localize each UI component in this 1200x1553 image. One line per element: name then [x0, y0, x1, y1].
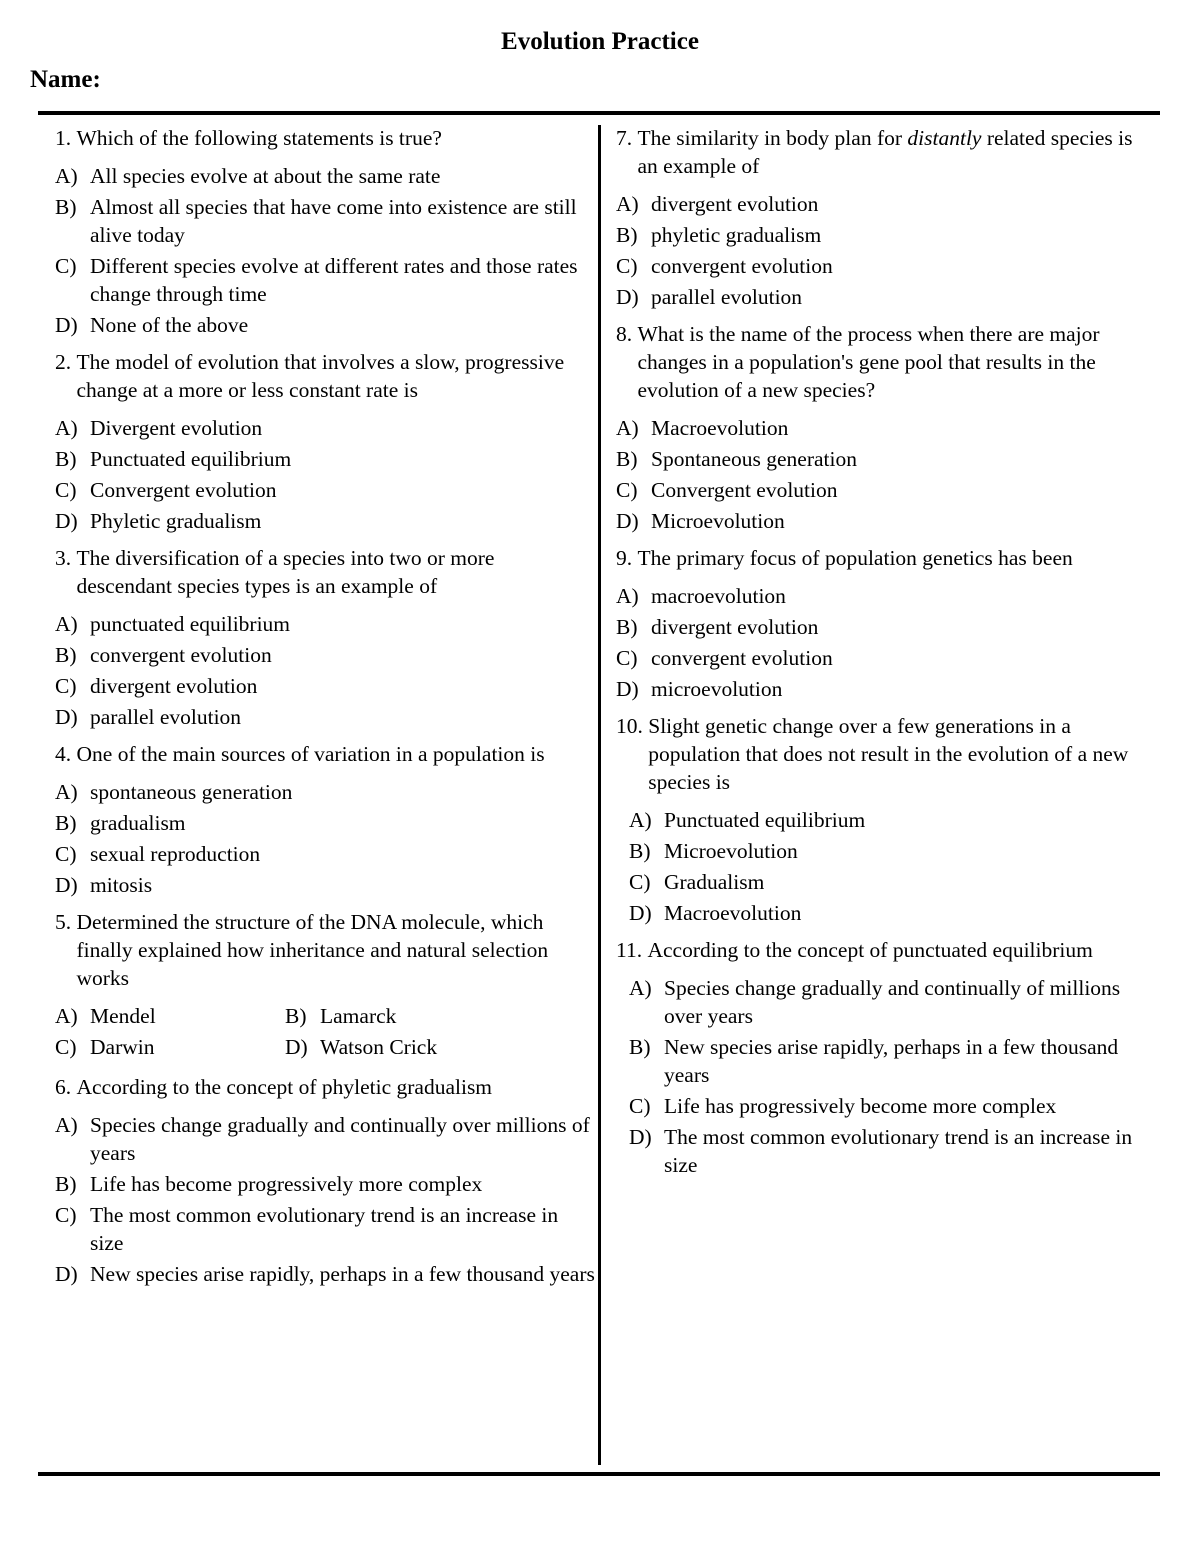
choice-letter: D)	[55, 509, 78, 533]
choice-letter: B)	[55, 643, 77, 667]
choice-text: Convergent evolution	[651, 478, 838, 502]
choice-d	[629, 899, 1156, 927]
choice-b	[55, 445, 595, 473]
choice-c	[55, 1033, 285, 1061]
choice-letter: B)	[55, 811, 77, 835]
choice-letter: C)	[629, 1094, 651, 1118]
choice-text: New species arise rapidly, perhaps in a few thousand years	[664, 1035, 1119, 1087]
question-10	[616, 712, 1156, 927]
choice-text: parallel evolution	[651, 285, 803, 309]
choice-b	[55, 193, 595, 249]
choice-letter: A)	[616, 192, 639, 216]
choice-text: Macroevolution	[664, 901, 802, 925]
choice-text: sexual reproduction	[90, 842, 261, 866]
choice-letter: D)	[616, 509, 639, 533]
name-label: Name:	[30, 66, 101, 93]
choice-letter: D)	[629, 901, 652, 925]
choice-letter: C)	[55, 674, 77, 698]
choice-text: Microevolution	[651, 509, 785, 533]
choice-text: Macroevolution	[651, 416, 789, 440]
question-stem	[616, 320, 1156, 404]
choice-text: Phyletic gradualism	[90, 509, 262, 533]
choice-text: macroevolution	[651, 584, 786, 608]
choice-letter: A)	[616, 416, 639, 440]
choice-text: divergent evolution	[90, 674, 258, 698]
choice-text: spontaneous generation	[90, 780, 293, 804]
choice-list	[55, 414, 595, 535]
choice-letter: D)	[55, 705, 78, 729]
choice-a	[55, 1002, 285, 1030]
choice-text: parallel evolution	[90, 705, 242, 729]
question-stem	[55, 908, 595, 992]
question-stem	[55, 124, 595, 152]
choice-letter: A)	[55, 416, 78, 440]
left-column	[55, 124, 595, 1297]
choice-text: punctuated equilibrium	[90, 612, 291, 636]
choice-text: gradualism	[90, 811, 186, 835]
question-8	[616, 320, 1156, 535]
question-5	[55, 908, 595, 1064]
choice-a	[629, 974, 1156, 1030]
choice-letter: C)	[55, 1203, 77, 1227]
choice-text: Punctuated equilibrium	[90, 447, 292, 471]
question-stem	[55, 544, 595, 600]
question-text: According to the concept of punctuated equilibrium	[647, 938, 1093, 962]
choice-b	[55, 641, 595, 669]
choice-letter: D)	[55, 313, 78, 337]
question-text: The diversification of a species into two or more descendant species types is an example of	[76, 546, 495, 598]
choice-text: mitosis	[90, 873, 153, 897]
choice-list	[55, 1002, 595, 1064]
question-text: Which of the following statements is true?	[76, 126, 442, 150]
question-text: One of the main sources of variation in a population is	[76, 742, 545, 766]
question-number: 10.	[616, 714, 643, 738]
choice-list	[616, 582, 1156, 703]
question-text: Determined the structure of the DNA molecule, which finally explained how inheritance and natural selection works	[76, 910, 549, 990]
question-stem	[55, 740, 595, 768]
choice-d	[55, 871, 595, 899]
choice-list	[616, 414, 1156, 535]
choice-text: Punctuated equilibrium	[664, 808, 866, 832]
choice-c	[629, 868, 1156, 896]
choice-text: Convergent evolution	[90, 478, 277, 502]
choice-letter: D)	[285, 1035, 308, 1059]
choice-letter: B)	[616, 223, 638, 247]
question-number: 11.	[616, 938, 643, 962]
choice-letter: C)	[55, 478, 77, 502]
question-3	[55, 544, 595, 731]
choice-letter: A)	[55, 1113, 78, 1137]
choice-a	[55, 414, 595, 442]
choice-letter: A)	[55, 612, 78, 636]
question-number: 6.	[55, 1075, 72, 1099]
choice-list	[55, 162, 595, 339]
choice-text: divergent evolution	[651, 192, 819, 216]
choice-c	[629, 1092, 1156, 1120]
choice-letter: A)	[629, 808, 652, 832]
question-6	[55, 1073, 595, 1288]
choice-letter: C)	[616, 646, 638, 670]
choice-text: The most common evolutionary trend is an increase in size	[664, 1125, 1133, 1177]
choice-text: Gradualism	[664, 870, 765, 894]
choice-d	[629, 1123, 1156, 1179]
choice-text: Divergent evolution	[90, 416, 263, 440]
choice-text: convergent evolution	[651, 254, 833, 278]
choice-d	[285, 1033, 515, 1061]
choice-letter: B)	[55, 1172, 77, 1196]
choice-text: None of the above	[90, 313, 249, 337]
choice-d	[616, 507, 1156, 535]
choice-letter: B)	[616, 447, 638, 471]
choice-letter: B)	[55, 195, 77, 219]
choice-a	[55, 778, 595, 806]
question-stem	[616, 712, 1156, 796]
choice-c	[616, 644, 1156, 672]
choice-list	[616, 974, 1156, 1179]
choice-d	[55, 703, 595, 731]
question-number: 7.	[616, 126, 633, 150]
question-number: 8.	[616, 322, 633, 346]
question-number: 9.	[616, 546, 633, 570]
choice-letter: C)	[616, 478, 638, 502]
choice-letter: A)	[629, 976, 652, 1000]
question-2	[55, 348, 595, 535]
question-stem	[55, 1073, 595, 1101]
choice-letter: B)	[616, 615, 638, 639]
question-number: 5.	[55, 910, 72, 934]
choice-a	[55, 1111, 595, 1167]
emphasis-word: distantly	[907, 126, 982, 150]
choice-letter: B)	[285, 1004, 307, 1028]
question-number: 3.	[55, 546, 72, 570]
top-rule	[38, 111, 1160, 115]
choice-b	[616, 221, 1156, 249]
choice-text: Mendel	[90, 1004, 156, 1028]
column-divider	[598, 125, 601, 1465]
question-number: 2.	[55, 350, 72, 374]
choice-b	[629, 1033, 1156, 1089]
choice-a	[616, 414, 1156, 442]
choice-letter: C)	[616, 254, 638, 278]
choice-letter: B)	[629, 1035, 651, 1059]
question-4	[55, 740, 595, 899]
question-text: The model of evolution that involves a slow, progressive change at a more or less constant rate is	[76, 350, 565, 402]
choice-text: Different species evolve at different rates and those rates change through time	[90, 254, 578, 306]
choice-c	[55, 672, 595, 700]
page-title: Evolution Practice	[501, 28, 699, 55]
question-1	[55, 124, 595, 339]
question-11	[616, 936, 1156, 1179]
choice-d	[55, 507, 595, 535]
right-column	[616, 124, 1156, 1188]
question-text: What is the name of the process when there are major changes in a population's gene pool that results in the evolution of a new species?	[637, 322, 1100, 402]
choice-text: Life has progressively become more complex	[664, 1094, 1057, 1118]
question-text: The similarity in body plan for distantly related species is an example of	[637, 126, 1133, 178]
question-stem	[616, 124, 1156, 180]
question-text: The primary focus of population genetics has been	[637, 546, 1073, 570]
choice-a	[55, 610, 595, 638]
choice-d	[616, 283, 1156, 311]
choice-text: Lamarck	[320, 1004, 397, 1028]
choice-letter: C)	[55, 842, 77, 866]
choice-d	[55, 311, 595, 339]
choice-letter: C)	[55, 1035, 77, 1059]
choice-text: convergent evolution	[90, 643, 272, 667]
question-7	[616, 124, 1156, 311]
choice-text: microevolution	[651, 677, 783, 701]
choice-c	[55, 476, 595, 504]
choice-c	[55, 252, 595, 308]
choice-text: Microevolution	[664, 839, 798, 863]
question-stem	[616, 936, 1156, 964]
choice-text: Watson Crick	[320, 1035, 438, 1059]
choice-letter: D)	[629, 1125, 652, 1149]
choice-text: convergent evolution	[651, 646, 833, 670]
choice-d	[616, 675, 1156, 703]
choice-letter: C)	[55, 254, 77, 278]
question-stem	[55, 348, 595, 404]
choice-text: Spontaneous generation	[651, 447, 857, 471]
choice-b	[629, 837, 1156, 865]
choice-text: The most common evolutionary trend is an increase in size	[90, 1203, 559, 1255]
question-text: Slight genetic change over a few generations in a population that does not result in the evolution of a new species is	[648, 714, 1129, 794]
choice-c	[616, 252, 1156, 280]
choice-text: Almost all species that have come into existence are still alive today	[90, 195, 577, 247]
choice-list	[616, 190, 1156, 311]
choice-b	[616, 613, 1156, 641]
choice-text: New species arise rapidly, perhaps in a few thousand years	[90, 1262, 595, 1286]
choice-letter: B)	[55, 447, 77, 471]
choice-letter: C)	[629, 870, 651, 894]
choice-letter: A)	[55, 164, 78, 188]
choice-a	[629, 806, 1156, 834]
choice-b	[285, 1002, 515, 1030]
choice-c	[55, 840, 595, 868]
choice-c	[616, 476, 1156, 504]
question-number: 1.	[55, 126, 72, 150]
question-9	[616, 544, 1156, 703]
choice-b	[616, 445, 1156, 473]
choice-a	[616, 582, 1156, 610]
question-number: 4.	[55, 742, 72, 766]
choice-letter: D)	[55, 873, 78, 897]
bottom-rule	[38, 1472, 1160, 1476]
choice-letter: D)	[616, 677, 639, 701]
choice-text: divergent evolution	[651, 615, 819, 639]
choice-c	[55, 1201, 595, 1257]
choice-text: Darwin	[90, 1035, 155, 1059]
choice-text: Species change gradually and continually over millions of years	[90, 1113, 590, 1165]
choice-letter: A)	[616, 584, 639, 608]
choice-a	[616, 190, 1156, 218]
choice-a	[55, 162, 595, 190]
choice-d	[55, 1260, 595, 1288]
question-text: According to the concept of phyletic gradualism	[76, 1075, 493, 1099]
choice-text: All species evolve at about the same rate	[90, 164, 441, 188]
choice-text: Life has become progressively more complex	[90, 1172, 483, 1196]
choice-list	[55, 1111, 595, 1288]
choice-text: Species change gradually and continually of millions over years	[664, 976, 1121, 1028]
choice-letter: D)	[55, 1262, 78, 1286]
choice-letter: A)	[55, 780, 78, 804]
choice-letter: D)	[616, 285, 639, 309]
choice-list	[616, 806, 1156, 927]
choice-list	[55, 610, 595, 731]
choice-b	[55, 1170, 595, 1198]
question-stem	[616, 544, 1156, 572]
choice-letter: B)	[629, 839, 651, 863]
choice-list	[55, 778, 595, 899]
choice-letter: A)	[55, 1004, 78, 1028]
choice-b	[55, 809, 595, 837]
choice-text: phyletic gradualism	[651, 223, 822, 247]
